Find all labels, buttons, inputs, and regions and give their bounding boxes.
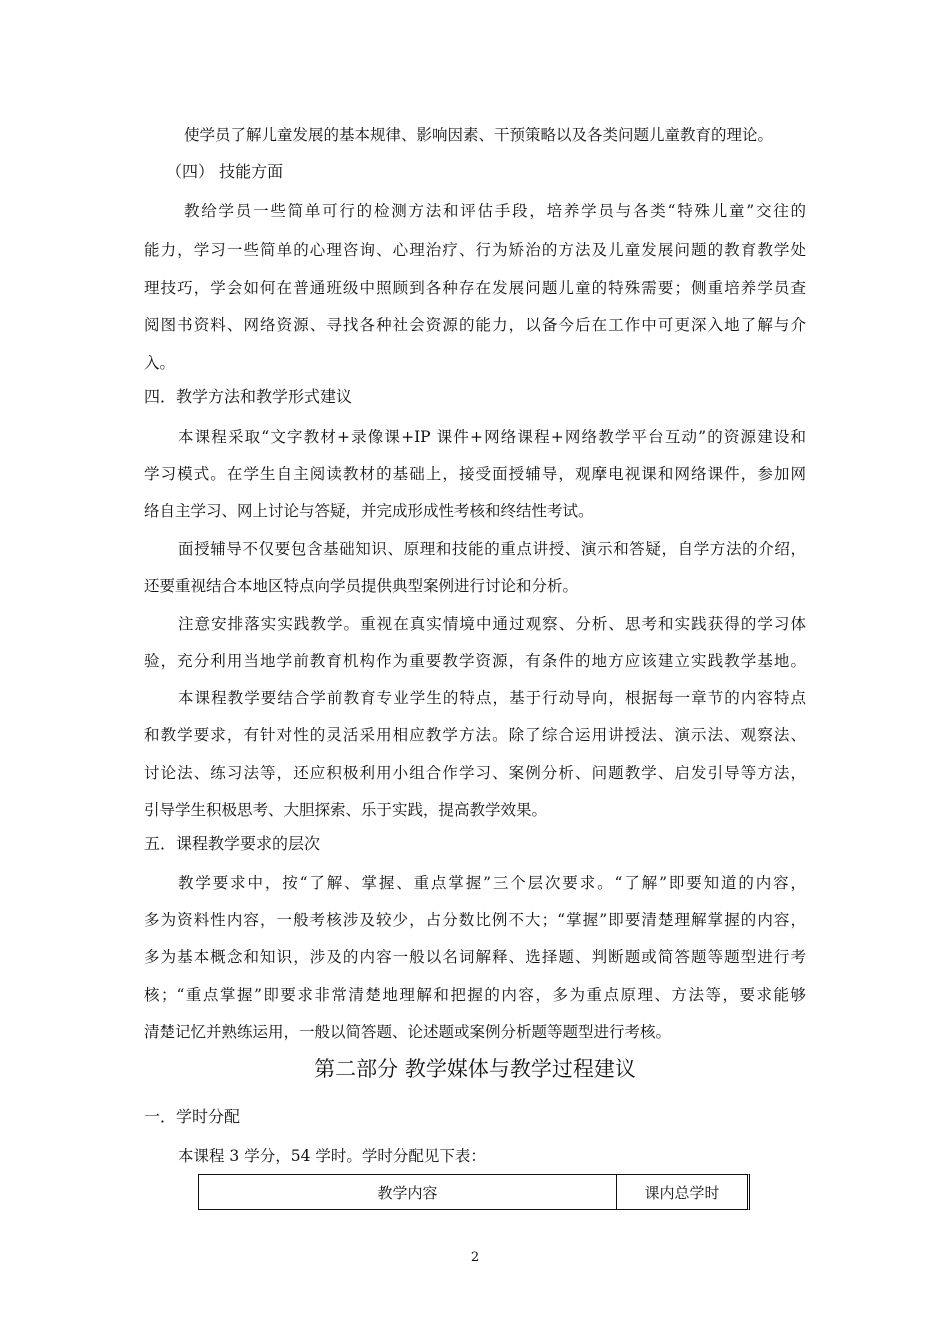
paragraph-line: 阅图书资料、网络资源、寻找各种社会资源的能力，以备今后在工作中可更深入地了解与介 <box>144 316 806 334</box>
subsection-heading-hours: 一．学时分配 <box>144 1107 241 1126</box>
paragraph-line: 络自主学习、网上讨论与答疑，并完成形成性考核和终结性考试。 <box>144 502 594 520</box>
paragraph-line: 能力，学习一些简单的心理咨询、心理治疗、行为矫治的方法及儿童发展问题的教育教学处 <box>144 241 806 259</box>
paragraph-line: 引导学生积极思考、大胆探索、乐于实践，提高教学效果。 <box>144 801 548 819</box>
paragraph-line: 本课程教学要结合学前教育专业学生的特点，基于行动导向，根据每一章节的内容特点 <box>178 689 806 707</box>
subsection-heading-skills: （四） 技能方面 <box>166 162 284 181</box>
paragraph-line: 教给学员一些简单可行的检测方法和评估手段，培养学员与各类“特殊儿童”交往的 <box>184 202 806 220</box>
paragraph-line: 还要重视结合本地区特点向学员提供典型案例进行讨论和分析。 <box>144 577 579 595</box>
paragraph-line: 面授辅导不仅要包含基础知识、原理和技能的重点讲授、演示和答疑，自学方法的介绍， <box>178 540 806 558</box>
section-heading-5: 五．课程教学要求的层次 <box>144 834 321 853</box>
table-header-content: 教学内容 <box>199 1175 617 1209</box>
paragraph-line: 使学员了解儿童发展的基本规律、影响因素、干预策略以及各类问题儿童教育的理论。 <box>184 126 774 144</box>
page-number: 2 <box>470 1250 480 1265</box>
paragraph-line: 教学要求中，按“了解、掌握、重点掌握”三个层次要求。“了解”即要知道的内容， <box>178 874 806 892</box>
paragraph-line: 和教学要求，有针对性的灵活采用相应教学方法。除了综合运用讲授法、演示法、观察法、 <box>144 726 806 744</box>
paragraph-line: 讨论法、练习法等，还应积极利用小组合作学习、案例分析、问题教学、启发引导等方法， <box>144 764 806 782</box>
hours-table <box>198 1174 750 1210</box>
paragraph-line: 注意安排落实实践教学。重视在真实情境中通过观察、分析、思考和实践获得的学习体 <box>178 615 806 633</box>
table-header-hours: 课内总学时 <box>644 1183 720 1202</box>
paragraph-line: 多为基本概念和知识，涉及的内容一般以名词解释、选择题、判断题或简答题等题型进行考 <box>144 948 806 966</box>
paragraph-line: 学习模式。在学生自主阅读教材的基础上，接受面授辅导，观摩电视课和网络课件，参加网 <box>144 465 806 483</box>
paragraph-line: 验，充分利用当地学前教育机构作为重要教学资源，有条件的地方应该建立实践教学基地。 <box>144 652 806 670</box>
paragraph-line: 本课程 3 学分，54 学时。学时分配见下表： <box>178 1147 486 1165</box>
paragraph-line: 清楚记忆并熟练运用，一般以简答题、论述题或案例分析题等题型进行考核。 <box>144 1023 672 1041</box>
paragraph-line: 核；“重点掌握”即要求非常清楚地理解和把握的内容，多为重点原理、方法等，要求能够 <box>144 986 806 1004</box>
part-title: 第二部分 教学媒体与教学过程建议 <box>314 1057 636 1081</box>
paragraph-line: 理技巧，学会如何在普通班级中照顾到各种存在发展问题儿童的特殊需要；侧重培养学员查 <box>144 279 806 297</box>
paragraph-line: 入。 <box>144 354 176 372</box>
paragraph-line: 多为资料性内容，一般考核涉及较少，占分数比例不大；“掌握”即要清楚理解掌握的内容， <box>144 911 806 929</box>
section-heading-4: 四．教学方法和教学形式建议 <box>144 387 353 406</box>
paragraph-line: 本课程采取“文字教材+录像课+IP 课件+网络课程+网络教学平台互动”的资源建设和 <box>178 428 806 446</box>
